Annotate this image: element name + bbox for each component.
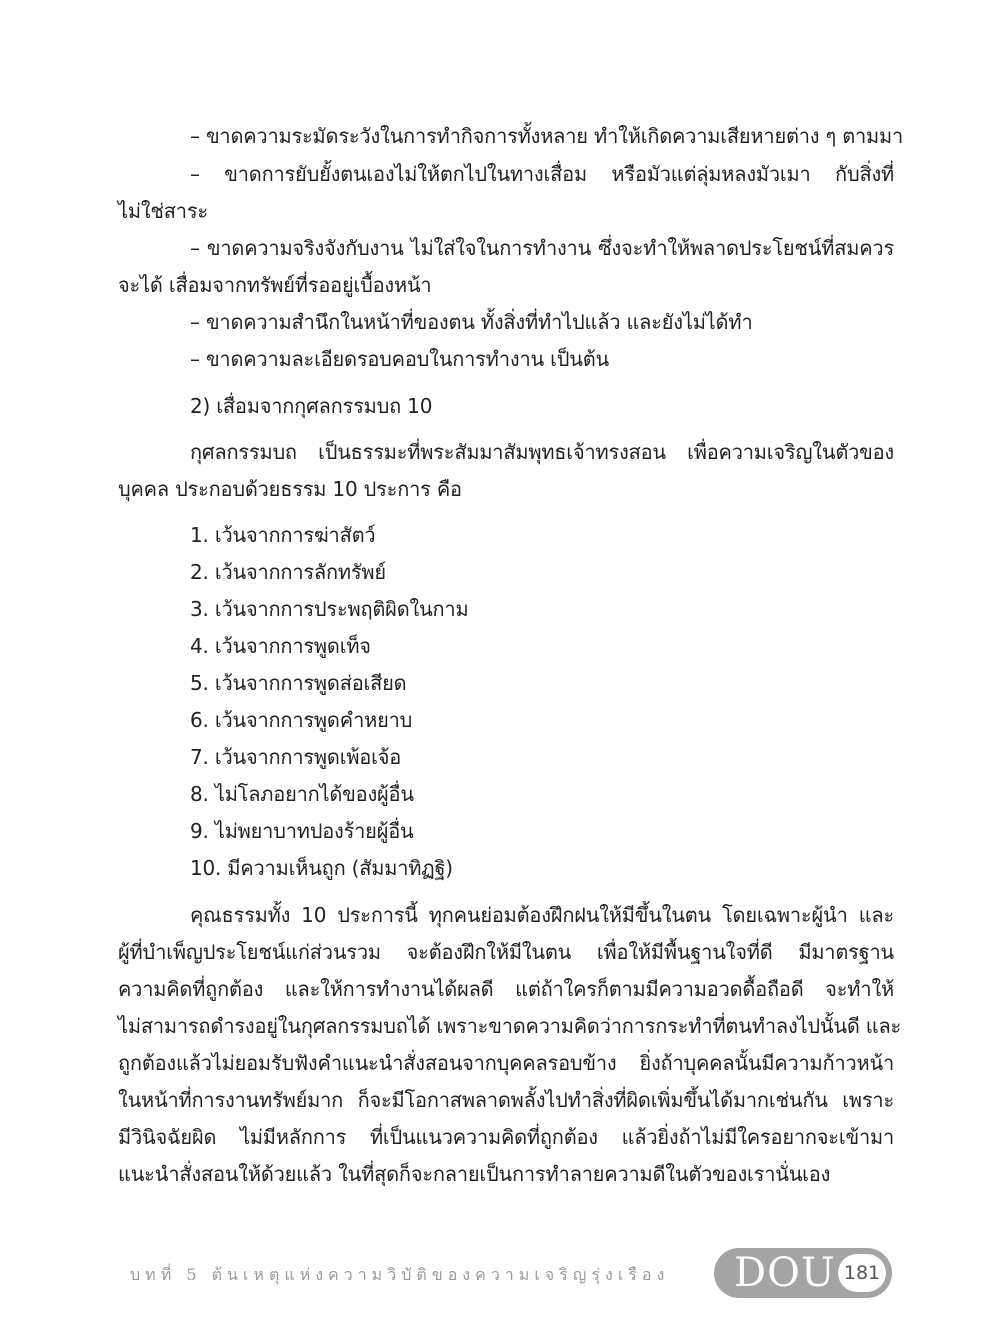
list-item: 7. เว้นจากการพูดเพ้อเจ้อ	[190, 745, 402, 769]
paragraph-line: – ขาดความสำนึกในหน้าที่ของตน ทั้งสิ่งที่ทำไปแล้ว และยังไม่ได้ทำ	[190, 310, 753, 334]
paragraph-line: ไม่ใช่สาระ	[118, 199, 208, 223]
paragraph-line: แนะนำสั่งสอนให้ด้วยแล้ว ในที่สุดก็จะกลายเป็นการทำลายความดีในตัวของเรานั่นเอง	[118, 1162, 831, 1186]
paragraph-line: บุคคล ประกอบด้วยธรรม 10 ประการ คือ	[118, 477, 462, 501]
list-item: 9. ไม่พยาบาทปองร้ายผู้อื่น	[190, 819, 414, 843]
paragraph-line: – ขาดการยับยั้งตนเองไม่ให้ตกไปในทางเสื่อม หรือมัวแต่ลุ่มหลงมัวเมา กับสิ่งที่	[190, 162, 894, 186]
paragraph-line: – ขาดความระมัดระวังในการทำกิจการทั้งหลาย ทำให้เกิดความเสียหายต่าง ๆ ตามมา	[190, 124, 904, 148]
paragraph-line: – ขาดความจริงจังกับงาน ไม่ใส่ใจในการทำงาน ซึ่งจะทำให้พลาดประโยชน์ที่สมควร	[190, 236, 894, 260]
paragraph-line: ไม่สามารถดำรงอยู่ในกุศลกรรมบถได้ เพราะขาดความคิดว่าการกระทำที่ตนทำลงไปนั้นดี และ	[118, 1014, 902, 1038]
paragraph-line: ในหน้าที่การงานทรัพย์มาก ก็จะมีโอกาสพลาดพลั้งไปทำสิ่งที่ผิดเพิ่มขึ้นได้มากเช่นกัน เพราะ	[118, 1088, 894, 1112]
list-item: 3. เว้นจากการประพฤติผิดในกาม	[190, 597, 469, 621]
dou-logo: DOU	[734, 1250, 836, 1296]
footer-badge	[714, 1248, 892, 1298]
paragraph-line: คุณธรรมทั้ง 10 ประการนี้ ทุกคนย่อมต้องฝึกฝนให้มีขึ้นในตน โดยเฉพาะผู้นำ และ	[190, 903, 894, 927]
paragraph-line: ความคิดที่ถูกต้อง และให้การทำงานได้ผลดี แต่ถ้าใครก็ตามมีความอวดดื้อถือดี จะทำให้	[118, 977, 894, 1001]
paragraph-line: จะได้ เสื่อมจากทรัพย์ที่รออยู่เบื้องหน้า	[118, 273, 432, 297]
list-item: 2. เว้นจากการลักทรัพย์	[190, 560, 386, 584]
list-item: 1. เว้นจากการฆ่าสัตว์	[190, 523, 376, 547]
paragraph-line: กุศลกรรมบถ เป็นธรรมะที่พระสัมมาสัมพุทธเจ้าทรงสอน เพื่อความเจริญในตัวของ	[190, 440, 894, 464]
paragraph-line: – ขาดความละเอียดรอบคอบในการทำงาน เป็นต้น	[190, 347, 609, 371]
list-item: 4. เว้นจากการพูดเท็จ	[190, 634, 371, 658]
paragraph-line: ผู้ที่บำเพ็ญประโยชน์แก่ส่วนรวม จะต้องฝึกให้มีในตน เพื่อให้มีพื้นฐานใจที่ดี มีมาตรฐาน	[118, 940, 894, 964]
page-number-circle	[838, 1254, 886, 1292]
list-item: 10. มีความเห็นถูก (สัมมาทิฏฐิ)	[190, 856, 453, 880]
chapter-footer: บทที่ 5 ต้นเหตุแห่งความวิบัติของความเจริญรุ่งเรือง	[130, 1265, 670, 1284]
list-item: 6. เว้นจากการพูดคำหยาบ	[190, 708, 413, 732]
paragraph-line: ถูกต้องแล้วไม่ยอมรับฟังคำแนะนำสั่งสอนจากบุคคลรอบข้าง ยิ่งถ้าบุคคลนั้นมีความก้าวหน้า	[118, 1051, 894, 1075]
section-heading: 2) เสื่อมจากกุศลกรรมบถ 10	[190, 394, 433, 418]
paragraph-line: มีวินิจฉัยผิด ไม่มีหลักการ ที่เป็นแนวความคิดที่ถูกต้อง แล้วยิ่งถ้าไม่มีใครอยากจะเข้ามา	[118, 1125, 894, 1149]
list-item: 8. ไม่โลภอยากได้ของผู้อื่น	[190, 782, 414, 806]
page-number: 181	[843, 1262, 881, 1284]
list-item: 5. เว้นจากการพูดส่อเสียด	[190, 671, 407, 695]
